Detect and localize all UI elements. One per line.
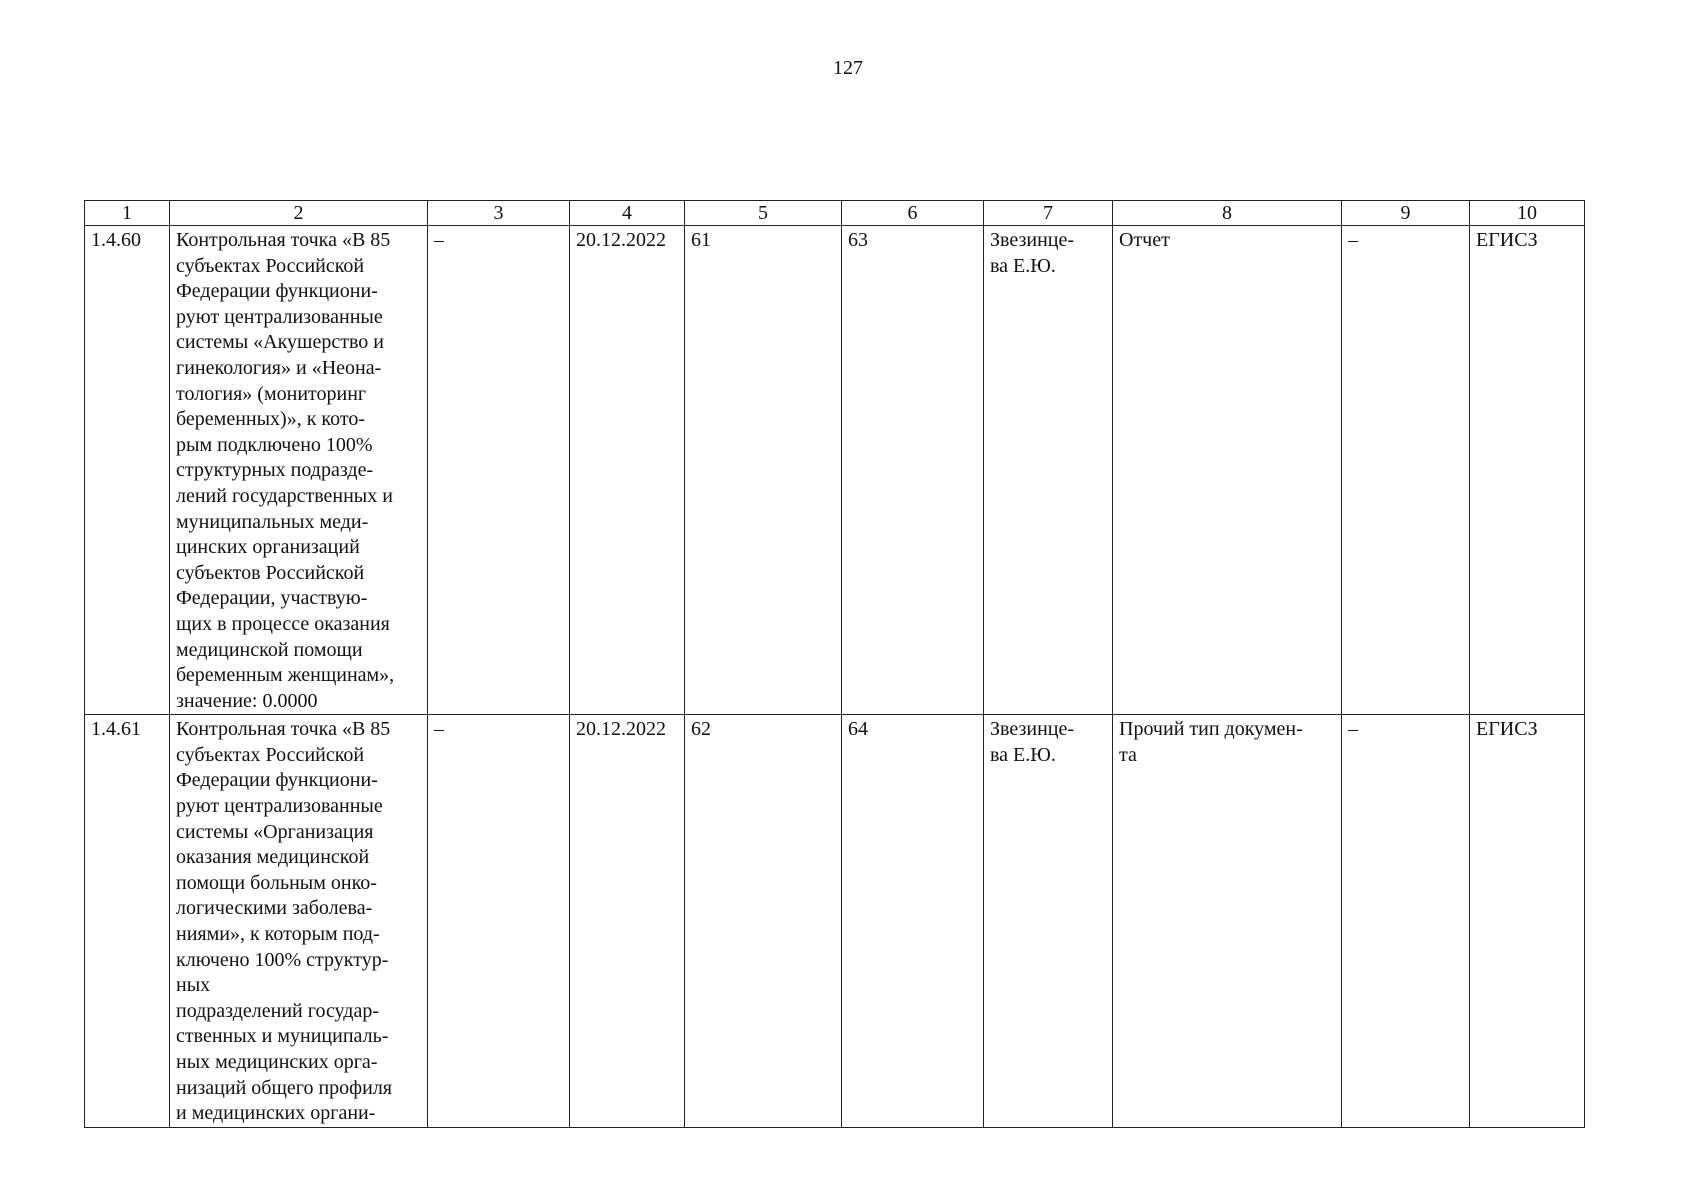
row-col6: 63 xyxy=(842,226,984,715)
row-system: ЕГИСЗ xyxy=(1470,226,1585,715)
header-col-5: 5 xyxy=(685,201,842,226)
row-responsible: Звезинце- ва Е.Ю. xyxy=(984,715,1113,1128)
row-id: 1.4.61 xyxy=(85,715,170,1128)
row-document-type: Отчет xyxy=(1113,226,1342,715)
header-col-2: 2 xyxy=(170,201,428,226)
row-col6: 64 xyxy=(842,715,984,1128)
header-col-10: 10 xyxy=(1470,201,1585,226)
row-col3: – xyxy=(428,715,570,1128)
row-col9: – xyxy=(1342,715,1470,1128)
header-col-6: 6 xyxy=(842,201,984,226)
header-row xyxy=(85,201,1585,226)
row-col9: – xyxy=(1342,226,1470,715)
header-col-3: 3 xyxy=(428,201,570,226)
table-row xyxy=(85,715,1585,1128)
table-row xyxy=(85,226,1585,715)
row-description: Контрольная точка «В 85 субъектах Российской Федерации функциони- руют централизованные системы «Акушерство и гинекология» и «Неона- тология» (мониторинг беременных)», к кото- рым подключено 100% структурных подразде- лений государственных и муниципальных меди- цинских организаций субъектов Российской Федерации, участвую- щих в процессе оказания медицинской помощи беременным женщинам», значение: 0.0000 xyxy=(170,226,428,715)
row-description: Контрольная точка «В 85 субъектах Российской Федерации функциони- руют централизованные системы «Организация оказания медицинской помощи больным онко- логическими заболева- ниями», к которым под- ключено 100% структур- ных подразделений государ- ственных и муниципаль- ных медицинских орга- низаций общего профиля и медицинских органи- xyxy=(170,715,428,1128)
header-col-9: 9 xyxy=(1342,201,1470,226)
row-date: 20.12.2022 xyxy=(570,715,685,1128)
table-header xyxy=(85,201,1585,226)
page-number: 127 xyxy=(833,57,863,79)
header-col-8: 8 xyxy=(1113,201,1342,226)
row-system: ЕГИСЗ xyxy=(1470,715,1585,1128)
row-col3: – xyxy=(428,226,570,715)
header-col-1: 1 xyxy=(85,201,170,226)
row-col5: 61 xyxy=(685,226,842,715)
row-document-type: Прочий тип докумен- та xyxy=(1113,715,1342,1128)
row-responsible: Звезинце- ва Е.Ю. xyxy=(984,226,1113,715)
row-col5: 62 xyxy=(685,715,842,1128)
header-col-7: 7 xyxy=(984,201,1113,226)
row-date: 20.12.2022 xyxy=(570,226,685,715)
row-id: 1.4.60 xyxy=(85,226,170,715)
header-col-4: 4 xyxy=(570,201,685,226)
document-table xyxy=(84,200,1585,1128)
